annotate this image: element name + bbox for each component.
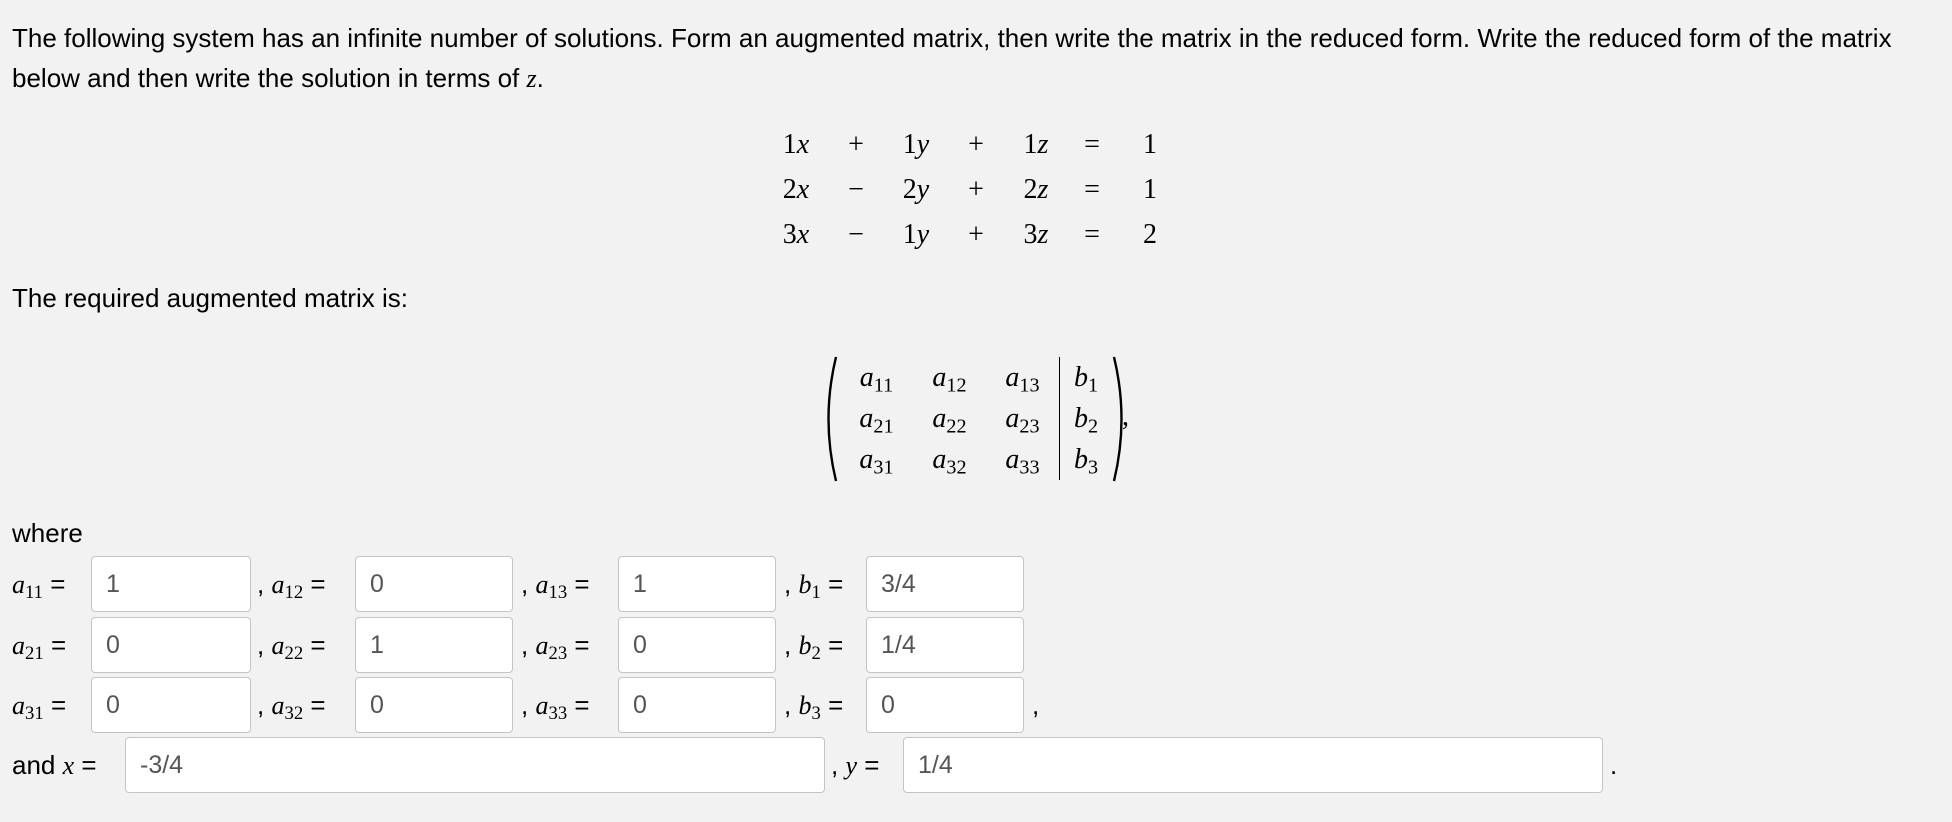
equation-op1: −: [848, 173, 864, 205]
equation-eq: =: [1084, 218, 1100, 250]
label-a13: , $a_{13}$ =: [521, 569, 590, 604]
equation-c1: 1x: [782, 128, 810, 160]
label-a21: $a_{21}$ =: [12, 630, 67, 665]
equation-op1: −: [848, 218, 864, 250]
label-b2: , $b_2$ =: [784, 630, 844, 665]
equation-rhs: 2: [1143, 218, 1157, 250]
matrix-entry-a31: $a_{31}$: [859, 443, 894, 479]
row3-trailing-comma: ,: [1032, 690, 1040, 720]
equation-c3: 2z: [1023, 173, 1049, 205]
matrix-trailing-comma: ,: [1122, 401, 1129, 432]
equation-c3: 1z: [1023, 128, 1049, 160]
matrix-template: [840, 357, 1112, 480]
matrix-entry-b2: $b_2$: [1060, 398, 1113, 439]
input-a32[interactable]: [355, 677, 513, 733]
input-a12[interactable]: [355, 556, 513, 612]
equation-rhs: 1: [1143, 173, 1157, 205]
matrix-entry-b1: $b_1$: [1060, 357, 1113, 398]
input-a13[interactable]: [618, 556, 776, 612]
matrix-entry-a13: $a_{13}$: [1005, 361, 1040, 397]
input-a23[interactable]: [618, 617, 776, 673]
equation-c2: 1y: [902, 218, 930, 250]
matrix-entry-a23: $a_{23}$: [1005, 402, 1040, 438]
label-a23: , $a_{23}$ =: [521, 630, 590, 665]
label-y: , y =: [831, 750, 880, 780]
variable-z: z: [526, 64, 537, 93]
input-b1[interactable]: [866, 556, 1024, 612]
equation-c1: 3x: [782, 218, 810, 250]
label-a12: , $a_{12}$ =: [257, 569, 326, 604]
input-b3[interactable]: [866, 677, 1024, 733]
matrix-entry-b3: $b_3$: [1060, 439, 1113, 480]
where-label: where: [12, 518, 83, 548]
trailing-period: .: [1610, 750, 1618, 780]
equation-row: [770, 122, 1178, 167]
label-b3: , $b_3$ =: [784, 690, 844, 725]
label-a33: , $a_{33}$ =: [521, 690, 590, 725]
equation-op2: +: [968, 173, 984, 205]
equation-eq: =: [1084, 128, 1100, 160]
equation-eq: =: [1084, 173, 1100, 205]
input-a22[interactable]: [355, 617, 513, 673]
label-a32: , $a_{32}$ =: [257, 690, 326, 725]
label-b1: , $b_1$ =: [784, 569, 844, 604]
matrix-entry-a11: $a_{11}$: [859, 361, 894, 397]
equation-row: [770, 167, 1178, 212]
label-a22: , $a_{22}$ =: [257, 630, 326, 665]
augmented-matrix-label: The required augmented matrix is:: [12, 283, 408, 313]
equation-op2: +: [968, 128, 984, 160]
question-text: The following system has an infinite number of solutions. Form an augmented matrix, then write the matrix in the reduced form. Write the reduced form of the matrix below and then write the solution in terms of z.: [12, 23, 1892, 93]
equation-op1: +: [848, 128, 864, 160]
input-a33[interactable]: [618, 677, 776, 733]
label-a11: $a_{11}$ =: [12, 569, 66, 604]
equation-c2: 1y: [902, 128, 930, 160]
input-a11[interactable]: [91, 556, 251, 612]
equation-row: [770, 212, 1178, 257]
equation-system: [770, 122, 1178, 257]
augmented-matrix-display: [818, 353, 1138, 485]
matrix-entry-a22: $a_{22}$: [932, 402, 967, 438]
label-x: and x =: [12, 750, 97, 780]
equation-c3: 3z: [1023, 218, 1049, 250]
equation-op2: +: [968, 218, 984, 250]
left-paren: [818, 353, 840, 485]
matrix-entry-a33: $a_{33}$: [1005, 443, 1040, 479]
matrix-entry-a21: $a_{21}$: [859, 402, 894, 438]
matrix-entry-a32: $a_{32}$: [932, 443, 967, 479]
equation-c1: 2x: [782, 173, 810, 205]
label-a31: $a_{31}$ =: [12, 690, 67, 725]
equation-rhs: 1: [1143, 128, 1157, 160]
equation-c2: 2y: [902, 173, 930, 205]
matrix-entry-a12: $a_{12}$: [932, 361, 967, 397]
input-a31[interactable]: [91, 677, 251, 733]
input-x[interactable]: [125, 737, 825, 793]
input-y[interactable]: [903, 737, 1603, 793]
input-a21[interactable]: [91, 617, 251, 673]
input-b2[interactable]: [866, 617, 1024, 673]
